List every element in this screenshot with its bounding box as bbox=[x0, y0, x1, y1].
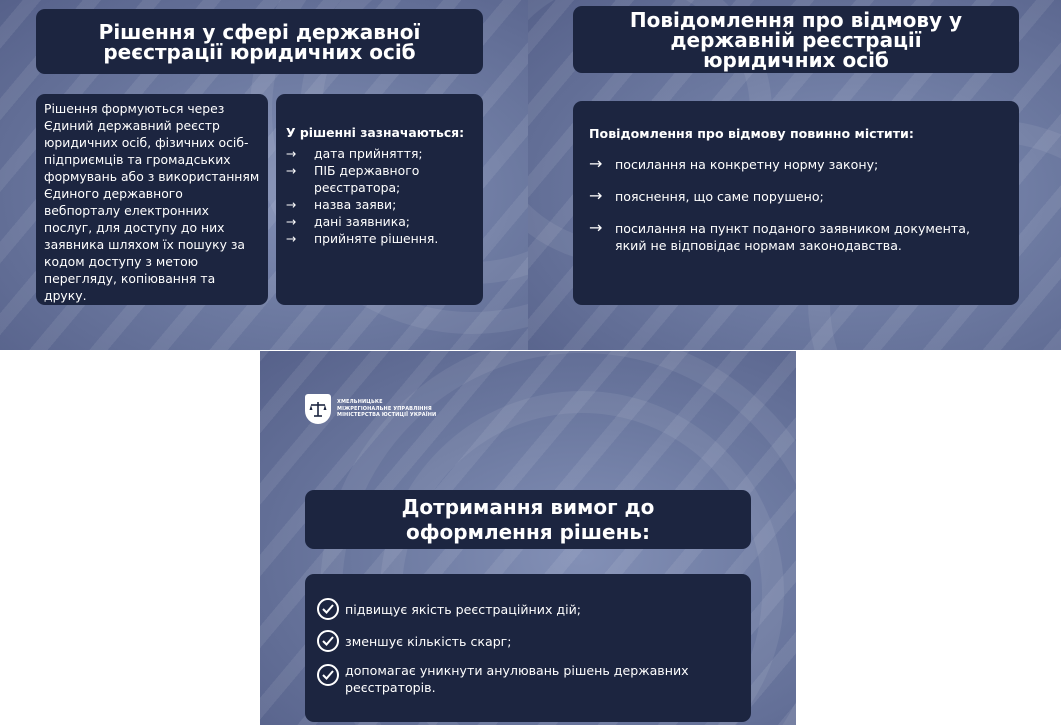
arrow-right-icon: → bbox=[286, 214, 297, 229]
slide1-list-heading: У рішенні зазначаються: bbox=[286, 125, 465, 140]
arrow-right-icon: → bbox=[286, 197, 297, 212]
slide1-title: Рішення у сфері державної реєстрації юридичних осіб bbox=[98, 19, 421, 64]
arrow-right-icon: → bbox=[286, 163, 297, 178]
check-circle-icon bbox=[317, 598, 339, 620]
arrow-right-icon: → bbox=[589, 218, 603, 237]
arrow-right-icon: → bbox=[286, 231, 297, 246]
slide2-title-box bbox=[573, 6, 1019, 73]
list-item: допомагає уникнути анулювань рішень державних реєстраторів. bbox=[317, 662, 739, 696]
slide2-content-box bbox=[573, 101, 1019, 305]
slide2-heading: Повідомлення про відмову повинно містити: bbox=[589, 126, 914, 141]
slide-legal-entities-decisions bbox=[0, 0, 528, 350]
check-circle-icon bbox=[317, 630, 339, 652]
slide1-info-text: Рішення формуються через Єдиний державний реєстр юридичних осіб, фізичних осіб-підприємців та громадських формувань або з використанням Єдиного державного вебпорталу електронних послуг, для доступу до них заявника шляхом їх пошуку за кодом доступу з метою перегляду, копіювання та друку. bbox=[44, 101, 260, 303]
list-item: підвищує якість реєстраційних дій; bbox=[317, 598, 739, 620]
list-item: зменшує кількість скарг; bbox=[317, 630, 739, 652]
check-circle-icon bbox=[317, 664, 339, 686]
list-item: → посилання на конкретну норму закону; bbox=[589, 154, 879, 173]
logo bbox=[305, 394, 436, 424]
slide3-title-box bbox=[305, 490, 751, 549]
slide1-list bbox=[286, 145, 475, 247]
slide1-list-box bbox=[276, 94, 483, 305]
slide3-title: Дотримання вимог до оформлення рішень: bbox=[401, 494, 655, 544]
scales-of-justice-icon bbox=[305, 394, 331, 424]
logo-text: ХМЕЛЬНИЦЬКЕ МІЖРЕГІОНАЛЬНЕ УПРАВЛІННЯ МІНІСТЕРСТВА ЮСТИЦІЇ УКРАЇНИ bbox=[337, 399, 437, 419]
list-item: → дані заявника; bbox=[286, 214, 410, 229]
slide-refusal-notice bbox=[528, 0, 1061, 350]
slide2-list bbox=[589, 156, 1003, 254]
list-item: → дата прийняття; bbox=[286, 146, 423, 161]
list-item: → пояснення, що саме порушено; bbox=[589, 186, 824, 205]
slide3-content-box bbox=[305, 574, 751, 722]
list-item: → посилання на пункт поданого заявником документа, який не відповідає нормам законодавства. bbox=[589, 218, 970, 253]
list-item: → ПІБ державного реєстратора; bbox=[286, 163, 420, 195]
arrow-right-icon: → bbox=[589, 186, 603, 205]
slide-compliance bbox=[260, 351, 796, 725]
list-item: → прийняте рішення. bbox=[286, 231, 439, 246]
arrow-right-icon: → bbox=[286, 146, 297, 161]
slide1-title-box bbox=[36, 9, 483, 74]
slide2-title: Повідомлення про відмову у державній реєстрації юридичних осіб bbox=[629, 7, 963, 72]
arrow-right-icon: → bbox=[589, 154, 603, 173]
list-item: → назва заяви; bbox=[286, 197, 397, 212]
slide3-list bbox=[317, 598, 739, 696]
slide1-info-box bbox=[36, 94, 268, 305]
